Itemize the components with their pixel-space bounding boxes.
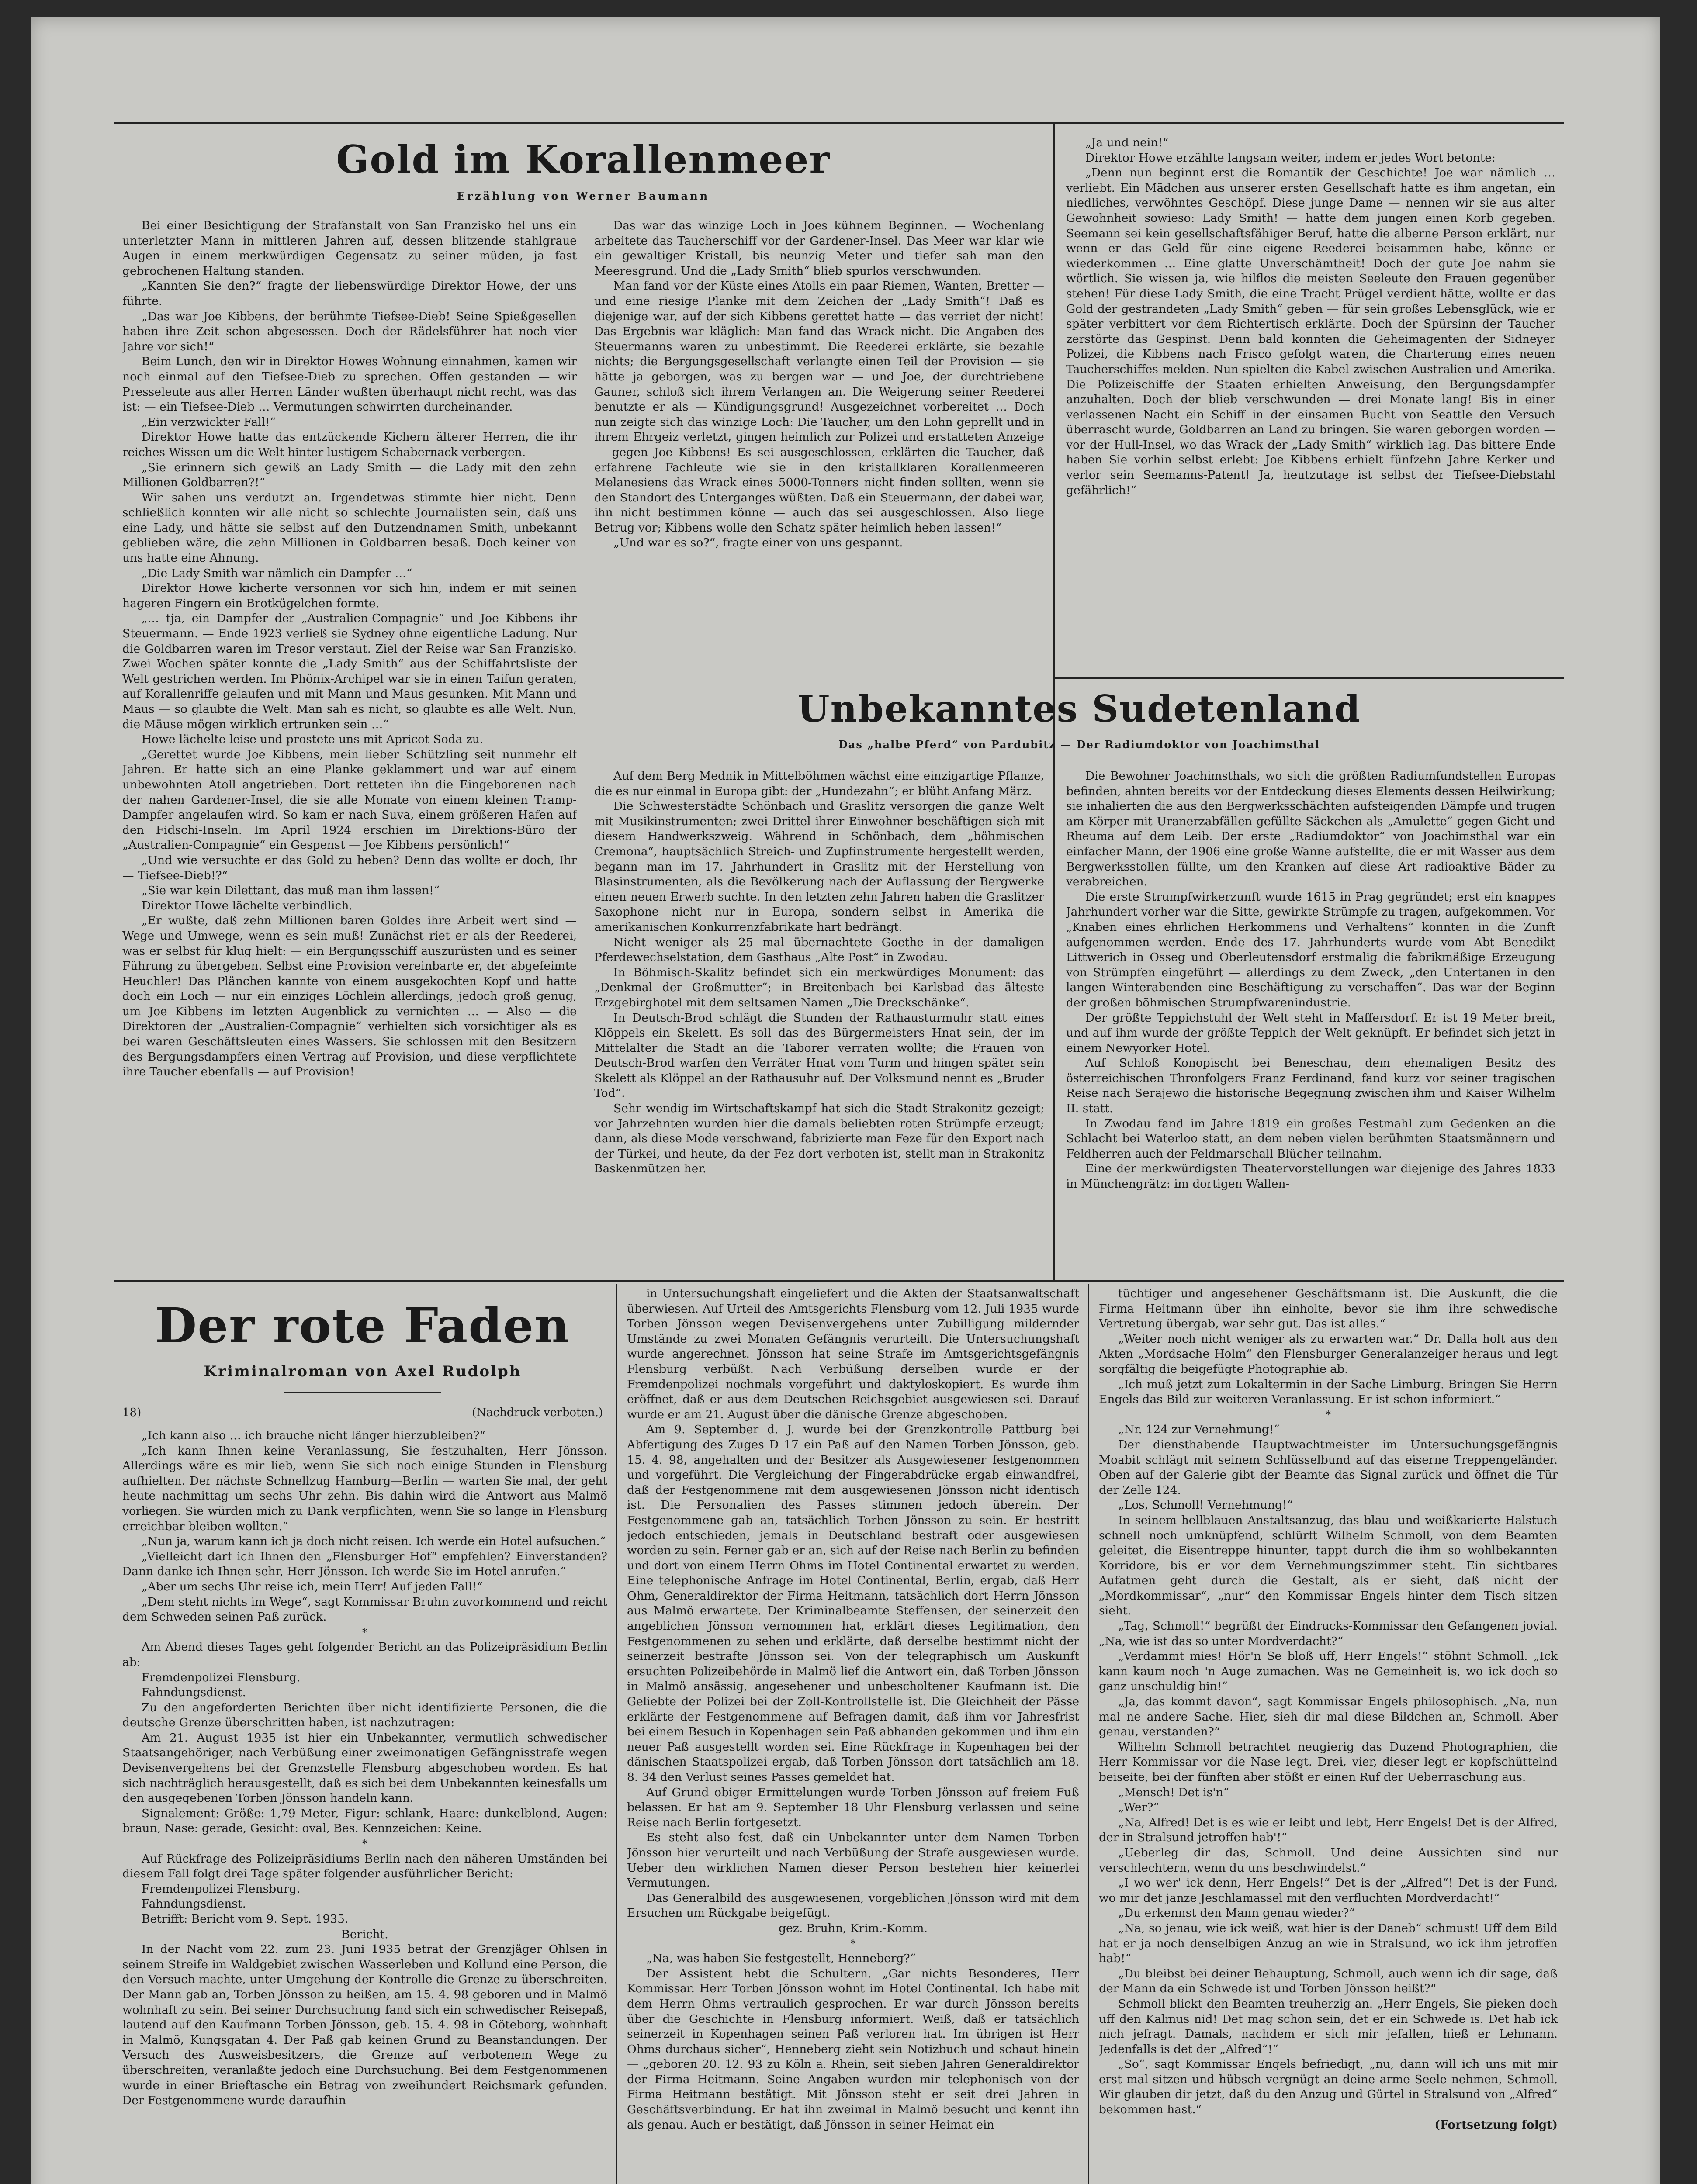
paragraph: Fremdenpolizei Flensburg. xyxy=(142,1670,301,1684)
paragraph: „Und wie versuchte er das Gold zu heben? Denn das wollte er doch, Ihr — Tiefsee-Dieb!?“ xyxy=(122,853,577,882)
paragraph: „Er wußte, daß zehn Millionen baren Goldes ihre Arbeit wert sind — Wege und Umwege, wenn es sein muß! Zunächst riet er als der Reederei, was er selbst für klug hielt: — ein Bergungsschiff auszurüsten und es seiner Führung zu übergeben. Selbst eine Provision vereinbarte er, der abgefeimte Heuchler! Das Plänchen kannte von einem ausgekochten Kopf und hatte doch ein Loch — nur ein einziges Löchlein allerdings, jedoch groß genug, um Joe Kibbens im letzten Augenblick zu vernichten … — Also — die Direktoren der „Australien-Compagnie“ verhielten sich vorsichtiger als es bei waren Geschäftsleuten eines Wassers. Sie schlossen mit den Besitzern des Bergungsdampfers einen Vertrag auf Provision, und diese verpflichtete ihre Taucher ebenfalls — auf Provision! xyxy=(122,914,577,1079)
paragraph: „Gerettet wurde Joe Kibbens, mein lieber Schützling seit nunmehr elf Jahren. Er hatte sich an eine Planke geklammert und war auf einem unbewohnten Atoll angetrieben. Dort retteten ihn die Eingeborenen nach der nahen Gardener-Insel, die sie alle Monate von einem kleinen Tramp-Dampfer angelaufen wird. So kam er nach Suva, einem größeren Hafen auf den Fidschi-Inseln. Im April 1924 erschien im Direktions-Büro der „Australien-Compagnie“ ein Gespenst — Joe Kibbens persönlich!“ xyxy=(122,747,577,852)
article-sudeten-col-2-text xyxy=(1066,769,1555,1192)
article-sudeten-col-1 xyxy=(594,769,1044,1275)
paragraph: „Ich muß jetzt zum Lokaltermin in der Sache Limburg. Bringen Sie Herrn Engels das Bild zur weiteren Veranlassung. Er ist schon informiert.“ xyxy=(1099,1377,1558,1406)
article-sudeten-col-2 xyxy=(1066,769,1555,1275)
paragraph: Fahndungsdienst. xyxy=(142,1686,246,1700)
article-faden-col-3-text xyxy=(1099,1286,1558,2132)
paragraph: In der Nacht vom 22. zum 23. Juni 1935 betrat der Grenzjäger Ohlsen in seinem Streife im Waldgebiet zwischen Wasserleben und Kollund eine Person, die den Versuch machte, unter Umgehung der Kontrolle die Grenze zu überschreiten. Der Mann gab an, Torben Jönsson zu heißen, am 15. 4. 98 geboren und in Malmö wohnhaft zu sein. Bei seiner Durchsuchung fand sich ein schwedischer Reisepaß, lautend auf den Kaufmann Torben Jönsson, geb. 15. 4. 98 in Göteborg, wohnhaft in Malmö, Kungsgatan 4. Der Paß gab keinen Grund zu Beanstandungen. Der Versuch des Ausweisbesitzers, die Grenze auf verbotenem Wege zu überschreiten, veranlaßte jedoch eine Durchsuchung. Bei dem Festgenommenen wurde in einer Brieftasche ein Betrag von zweihundert Reichsmark gefunden. Der Festgenommene wurde daraufhin xyxy=(122,1942,607,2108)
paragraph: „Vielleicht darf ich Ihnen den „Flensburger Hof“ empfehlen? Einverstanden? Dann danke ich Ihnen sehr, Herr Jönsson. Ich werde Sie im Hotel anrufen.“ xyxy=(122,1549,607,1579)
article-gold-col-2-text xyxy=(594,218,1044,551)
paragraph: „Du erkennst den Mann genau wieder?“ xyxy=(1118,1906,1355,1920)
paragraph: „Sie erinnern sich gewiß an Lady Smith — die Lady mit den zehn Millionen Goldbarren?!“ xyxy=(122,460,577,490)
paragraph: „Das war Joe Kibbens, der berühmte Tiefsee-Dieb! Seine Spießgesellen haben ihre Zeit schon abgesessen. Doch der Rädelsführer hat noch vier Jahre vor sich!“ xyxy=(122,309,577,353)
paragraph: „Na, Alfred! Det is es wie er leibt und lebt, Herr Engels! Det is der Alfred, der in Stralsund jetroffen hab'!“ xyxy=(1099,1815,1558,1845)
paragraph: In Böhmisch-Skalitz befindet sich ein merkwürdiges Monument: das „Denkmal der Großmutter“; in Breitenbach bei Karlsbad das älteste Erzgebirghotel mit dem seltsamen Namen „Die Dreckschänke“. xyxy=(594,965,1044,1009)
paragraph: Direktor Howe hatte das entzückende Kichern älterer Herren, die ihr reiches Wissen um die Welt hinter lustigem Schabernack verbergen. xyxy=(122,430,577,459)
paragraph: „Die Lady Smith war nämlich ein Dampfer …“ xyxy=(142,566,412,580)
paragraph: Howe lächelte leise und prostete uns mit Apricot-Soda zu. xyxy=(142,733,484,746)
paragraph: in Untersuchungshaft eingeliefert und die Akten der Staatsanwaltschaft überwiesen. Auf Urteil des Amtsgerichts Flensburg vom 12. Juli 1935 wurde Torben Jönsson wegen Devisenvergehens unter Zubilligung mildernder Umstände zu zwei Monaten Gefängnis verurteilt. Die Untersuchungshaft wurde angerechnet. Jönsson hat seine Strafe im Amtsgerichtsgefängnis Flensburg verbüßt. Nach Verbüßung derselben wurde er der Fremdenpolizei nochmals vorgeführt und daktyloskopiert. Es wurde ihm eröffnet, daß er aus dem Deutschen Reichsgebiet ausgewiesen sei. Darauf wurde er am 21. August über die dänische Grenze abgeschoben. xyxy=(627,1287,1079,1421)
newspaper-page xyxy=(31,17,1660,2184)
article-faden-meta xyxy=(114,1406,612,1419)
article-faden-header xyxy=(114,1297,612,1419)
article-sudeten-col-1-text xyxy=(594,769,1044,1177)
paragraph: Es steht also fest, daß ein Unbekannter unter dem Namen Torben Jönsson hier verurteilt und nach Verbüßung der Strafe ausgewiesen wurde. Ueber den wirklichen Namen dieser Person bestehen hier keinerlei Vermutungen. xyxy=(627,1831,1079,1890)
paragraph: In Zwodau fand im Jahre 1819 ein großes Festmahl zum Gedenken an die Schlacht bei Waterloo statt, an dem neben vielen berühmten Staatsmännern und Feldherren auch der Feldmarschall Blücher teilnahm. xyxy=(1066,1116,1555,1161)
article-faden-col-2 xyxy=(627,1286,1079,2184)
paragraph: * xyxy=(850,1937,856,1950)
paragraph: Nicht weniger als 25 mal übernachtete Goethe in der damaligen Pferdewechselstation, dem Gasthaus „Alte Post“ in Zwodau. xyxy=(594,935,1044,964)
paragraph: In seinem hellblauen Anstaltsanzug, das blau- und weißkarierte Halstuch schnell noch umknüpfend, schlürft Wilhelm Schmoll, von dem Beamten geleitet, die Eisentreppe hinunter, tappt durch die ihm so wohlbekannten Korridore, bis er vor dem Vernehmungszimmer steht. Ein sichtbares Aufatmen geht durch die Gestalt, als er sieht, daß nicht der „Mordkommissar“, „nur“ den Kommissar Engels hinter dem Tisch sitzen sieht. xyxy=(1099,1513,1558,1618)
paragraph: „Verdammt mies! Hör'n Se bloß uff, Herr Engels!“ stöhnt Schmoll. „Ick kann kaum noch 'n Auge zumachen. Was ne Gemeinheit is, wo ick doch so ganz unschuldig bin!“ xyxy=(1099,1649,1558,1693)
paragraph: Bei einer Besichtigung der Strafanstalt von San Franzisko fiel uns ein unterletzter Mann in mittleren Jahren auf, dessen blitzende stahlgraue Augen in einem merkwürdigen Gegensatz zu seiner müden, ja fast gebrochenen Haltung standen. xyxy=(122,219,577,278)
article-faden-col-1 xyxy=(122,1428,607,2184)
paragraph: Beim Lunch, den wir in Direktor Howes Wohnung einnahmen, kamen wir noch einmal auf den Tiefsee-Dieb zu sprechen. Offen gestanden — wir Presseleute aus aller Herren Länder wußten überhaupt nicht recht, was das ist: — ein Tiefsee-Dieb … Vermutungen schwirrten durcheinander. xyxy=(122,355,577,414)
paragraph: „Kannten Sie den?“ fragte der liebenswürdige Direktor Howe, der uns führte. xyxy=(122,279,577,308)
article-gold-col-3 xyxy=(1066,135,1555,668)
paragraph: Die erste Strumpfwirkerzunft wurde 1615 in Prag gegründet; erst ein knappes Jahrhundert vorher war die Sitte, gewirkte Strümpfe zu tragen, aufgekommen. Vor „Knaben eines ehrlichen Herkommens und Verhaltens“ konnten in die Zunft aufgenommen werden. Ende des 17. Jahrhunderts wurde vom Abt Benedikt Littwerich in Osseg und Oberleutensdorf erstmalig die fabrikmäßige Erzeugung von Strümpfen eingeführt — allerdings zu dem Zweck, „den Untertanen in den langen Winterabenden eine Beschäftigung zu verschaffen“. Das war der Beginn der großen böhmischen Strumpfwarenindustrie. xyxy=(1066,890,1555,1009)
paragraph: „Du bleibst bei deiner Behauptung, Schmoll, auch wenn ich dir sage, daß der Mann da ein Schwede ist und Torben Jönsson heißt?“ xyxy=(1099,1966,1558,1996)
paragraph: „Nun ja, warum kann ich ja doch nicht reisen. Ich werde ein Hotel aufsuchen.“ xyxy=(142,1534,606,1548)
paragraph: „Mensch! Det is'n“ xyxy=(1118,1785,1229,1799)
paragraph: Auf Schloß Konopischt bei Beneschau, dem ehemaligen Besitz des österreichischen Thronfolgers Franz Ferdinand, fand kurz vor seiner tragischen Reise nach Serajewo die historische Begegnung zwischen ihm und Kaiser Wilhelm II. statt. xyxy=(1066,1056,1555,1116)
paragraph: „Tag, Schmoll!“ begrüßt der Eindrucks-Kommissar den Gefangenen jovial. „Na, wie ist das so unter Mordverdacht?“ xyxy=(1099,1619,1558,1648)
paragraph: Man fand vor der Küste eines Atolls ein paar Riemen, Wanten, Bretter — und eine riesige Planke mit dem Zeichen der „Lady Smith“! Daß es diejenige war, auf der sich Kibbens gerettet hatte — das verriet der nicht! Das Ergebnis war kläglich: Man fand das Wrack nicht. Die Angaben des Steuermanns waren zu unbestimmt. Die Reederei erklärte, sie bezahle nichts; die Bergungsgesellschaft verlangte einen Teil der Provision — sie hätte ja geborgen, was zu bergen war — und Joe, der durchtriebene Gauner, schloß sich ihrem Verlangen an. Die Weigerung seiner Reederei benutzte er als — Kündigungsgrund! Ausgezeichnet vorbereitet … Doch nun zeigte sich das winzige Loch: Die Taucher, um den Lohn geprellt und in ihrem Ehrgeiz verletzt, gingen heimlich zur Polizei und erstatteten Anzeige — gegen Joe Kibbens! Es sei ausgeschlossen, erklärten die Taucher, daß erfahrene Fachleute wie sie in den kristallklaren Korallenmeeren Melanesiens das Wrack eines 5000-Tonners nicht finden sollten, wenn sie den Standort des Unterganges wüßten. Daß ein Steuermann, der dabei war, ihn nicht bestimmen könne — auch das sei ausgeschlossen. Also liege Betrug vor; Kibbens wolle den Schatz später heimlich heben lassen!“ xyxy=(594,279,1044,535)
paragraph: gez. Bruhn, Krim.-Komm. xyxy=(779,1921,928,1935)
paragraph: Wir sahen uns verdutzt an. Irgendetwas stimmte hier nicht. Denn schließlich konnten wir alle nicht so schlechte Journalisten sein, daß uns eine Lady, und hätte sie selbst auf den Dutzendnamen Smith, unbekannt geblieben wäre, die zehn Millionen in Goldbarren besaß. Doch keiner von uns hatte eine Ahnung. xyxy=(122,491,577,565)
paragraph: Auf Grund obiger Ermittelungen wurde Torben Jönsson auf freiem Fuß belassen. Er hat am 9. September 18 Uhr Flensburg verlassen und seine Reise nach Berlin fortgesetzt. xyxy=(627,1785,1079,1829)
paragraph: „Aber um sechs Uhr reise ich, mein Herr! Auf jeden Fall!“ xyxy=(142,1579,483,1593)
paragraph: Direktor Howe lächelte verbindlich. xyxy=(142,898,353,912)
paragraph: Eine der merkwürdigsten Theatervorstellungen war diejenige des Jahres 1833 in Münchengrätz: im dortigen Wallen- xyxy=(1066,1162,1555,1191)
paragraph: Direktor Howe erzählte langsam weiter, indem er jedes Wort betonte: xyxy=(1085,151,1496,165)
article-gold-col-1-text xyxy=(122,218,577,1080)
paragraph: * xyxy=(362,1838,367,1850)
top-rule xyxy=(114,122,1564,124)
paragraph: „… tja, ein Dampfer der „Australien-Compagnie“ und Joe Kibbens ihr Steuermann. — Ende 1923 verließ sie Sydney ohne eigentliche Ladung. Nur die Goldbarren waren im Tresor verstaut. Ziel der Reise war San Franzisko. Zwei Wochen später konnte die „Lady Smith“ aus der Schiffahrtsliste der Welt gestrichen werden. Im Phönix-Archipel war sie in einen Taifun geraten, auf Korallenriffe gelaufen und mit Mann und Maus gesunken. Mit Mann und Maus — so glaubte die Welt. Man sah es nicht, so glaubte es alle Welt. Nun, die Mäuse mögen wirklich ertrunken sein …“ xyxy=(122,612,577,731)
paragraph: Signalement: Größe: 1,79 Meter, Figur: schlank, Haare: dunkelblond, Augen: braun, Nase: gerade, Gesicht: oval, Bes. Kennzeichen: Keine. xyxy=(122,1806,607,1835)
paragraph: „Ueberleg dir das, Schmoll. Und deine Aussichten sind nur verschlechtern, wenn du uns beschwindelst.“ xyxy=(1099,1845,1558,1875)
article-faden-col-1-text xyxy=(122,1428,607,2108)
paragraph: Bericht. xyxy=(341,1927,388,1941)
article-gold-col-1 xyxy=(122,218,577,1275)
article-faden-col-3 xyxy=(1099,1286,1558,2184)
paragraph: „Sie war kein Dilettant, das muß man ihm lassen!“ xyxy=(142,884,440,898)
article-gold-title: Gold im Korallenmeer xyxy=(336,137,831,182)
paragraph: „I wo wer' ick denn, Herr Engels!“ Det is der „Alfred“! Det is der Fund, wo mir det janze Jeschlamassel mit den verfluchten Mordverdacht!“ xyxy=(1099,1876,1558,1905)
article-separator-rule xyxy=(1053,677,1564,679)
paragraph: Sehr wendig im Wirtschaftskampf hat sich die Stadt Strakonitz gezeigt; vor Jahrzehnten wurden hier die damals beliebten roten Strümpfe erzeugt; dann, als diese Mode verschwand, fabrizierte man Feze für den Export nach der Türkei, und heute, da der Fez dort verboten ist, stellt man in Strakonitz Baskenmützen her. xyxy=(594,1102,1044,1176)
paragraph: „Ja, das kommt davon“, sagt Kommissar Engels philosophisch. „Na, nun mal ne andere Sache. Hier, sieh dir mal diese Bildchen an, Schmoll. Aber genau, verstanden?“ xyxy=(1099,1695,1558,1739)
paragraph: tüchtiger und angesehener Geschäftsmann ist. Die Auskunft, die die Firma Heitmann über ihn einholte, bevor sie ihm ihre schwedische Vertretung übergab, war sehr gut. Das ist alles.“ xyxy=(1099,1287,1558,1331)
paragraph: In Deutsch-Brod schlägt die Stunden der Rathausturmuhr statt eines Klöppels ein Skelett. Es soll das des Bürgermeisters Hnat sein, der im Mittelalter die Stadt an die Taborer verraten wollte; die Frauen von Deutsch-Brod warfen den Verräter Hnat vom Turm und hingen später sein Skelett als Klöppel an der Rathausuhr auf. Der Volksmund nennt es „Bruder Tod“. xyxy=(594,1011,1044,1100)
paragraph: „Weiter noch nicht weniger als zu erwarten war.“ Dr. Dalla holt aus den Akten „Mordsache Holm“ den Flensburger Generalanzeiger heraus und legt sorgfältig die beigefügte Photographie ab. xyxy=(1099,1332,1558,1376)
paragraph: Das war das winzige Loch in Joes kühnem Beginnen. — Wochenlang arbeitete das Taucherschiff vor der Gardener-Insel. Das Meer war klar wie ein gewaltiger Kristall, bis neunzig Meter und tiefer sah man den Meeresgrund. Und die „Lady Smith“ blieb spurlos verschwunden. xyxy=(594,219,1044,278)
paragraph: „Ich kann also … ich brauche nicht länger hierzubleiben?“ xyxy=(142,1429,486,1442)
paragraph: „Ich kann Ihnen keine Veranlassung, Sie festzuhalten, Herr Jönsson. Allerdings wäre es mir lieb, wenn Sie sich noch einige Stunden in Flensburg aufhielten. Der nächste Schnellzug Hamburg—Berlin — warten Sie mal, der geht heute nachmittag um sechs Uhr zehn. Bis dahin wird die Antwort aus Malmö vorliegen. Sie würden mich zu Dank verpflichten, wenn Sie so lange in Flensburg erreichbar bleiben wollten.“ xyxy=(122,1444,607,1533)
paragraph: „Na, so jenau, wie ick weiß, wat hier is der Daneb“ schmust! Uff dem Bild hat er ja noch denselbigen Anzug an wie in Stralsund, wo ick ihm jetroffen hab!“ xyxy=(1099,1921,1558,1966)
paragraph: „Wer?“ xyxy=(1118,1800,1159,1814)
paragraph: „Ja und nein!“ xyxy=(1085,136,1169,149)
article-faden-title: Der rote Faden xyxy=(155,1297,571,1354)
article-faden-byline: Kriminalroman von Axel Rudolph xyxy=(204,1363,522,1380)
paragraph: „Dem steht nichts im Wege“, sagt Kommissar Bruhn zuvorkommend und reicht dem Schweden seinen Paß zurück. xyxy=(122,1595,607,1624)
article-sudeten-header xyxy=(594,686,1564,751)
article-faden-divider xyxy=(284,1392,441,1393)
paragraph: Fahndungsdienst. xyxy=(142,1897,246,1911)
paragraph: Am 9. September d. J. wurde bei der Grenzkontrolle Pattburg bei Abfertigung des Zuges D 17 ein Paß auf den Namen Torben Jönsson, geb. 15. 4. 98, angehalten und der Besitzer als Ausgewiesener festgenommen und vorgeführt. Die Vergleichung der Fingerabdrücke ergab einwandfrei, daß der Festgenommene mit dem ausgewiesenen Jönsson nicht identisch ist. Die Personalien des Passes stimmen jedoch überein. Der Festgenommene gab an, tatsächlich Torben Jönsson zu sein. Er bestritt jedoch entschieden, jemals in Deutschland bestraft oder ausgewiesen worden zu sein. Ferner gab er an, sich auf der Reise nach Berlin zu befinden und dort von einem Herrn Ohms im Hotel Continental erwartet zu werden. Eine telephonische Anfrage im Hotel Continental, Berlin, ergab, daß Herr Ohm, Generaldirektor der Firma Heitmann, tatsächlich dort Herrn Jönsson aus Malmö erwartete. Der Kriminalbeamte Steffensen, der seinerzeit den angeblichen Jönsson vernommen hat, erklärt dieses Legitimation, den Festgenommenen zu sehen und erklärte, daß derselbe bestimmt nicht der seinerzeit bestrafte Jönsson sei. Von der telegraphisch um Auskunft ersuchten Polizeibehörde in Malmö lief die Antwort ein, daß Torben Jönsson in Malmö ansässig, angesehener und unbescholtener Kaufmann ist. Die Geliebte der Polizei bei der Zoll-Kontrollstelle ist. Die Gleichheit der Pässe erklärte der Festgenommene auf Befragen damit, daß ihm vor Jahresfrist bei einem Besuch in Kopenhagen sein Paß abhanden gekommen und ihm ein neuer Paß ausgestellt worden sei. Eine Rückfrage in Kopenhagen bei der dänischen Staatspolizei ergab, daß Torben Jönsson dort tatsächlich am 18. 8. 34 den Verlust seines Passes gemeldet hat. xyxy=(627,1423,1079,1784)
paragraph: Wilhelm Schmoll betrachtet neugierig das Duzend Photographien, die Herr Kommissar vor die Nase legt. Drei, vier, dieser legt er kopfschüttelnd beiseite, bei der fünften aber stößt er einen Ruf der Ueberraschung aus. xyxy=(1099,1740,1558,1784)
paragraph: „Nr. 124 zur Vernehmung!“ xyxy=(1118,1423,1280,1437)
article-sudeten-byline: Das „halbe Pferd“ von Pardubitz — Der Radiumdoktor von Joachimsthal xyxy=(838,738,1320,751)
article-faden-chapter: 18) xyxy=(122,1406,142,1419)
column-rule-lower-1 xyxy=(616,1284,617,2184)
paragraph: „Und war es so?“, fragte einer von uns gespannt. xyxy=(613,536,903,550)
article-gold-col-3-text xyxy=(1066,135,1555,498)
paragraph: „Denn nun beginnt erst die Romantik der Geschichte! Joe war nämlich … verliebt. Ein Mädchen aus unserer ersten Gesellschaft hatte es ihm angetan, ein niedliches, verwöhntes Geschöpf. Diese junge Dame — nennen wir sie aus alter Gewohnheit sowieso: Lady Smith! — hatte dem jungen einen Korb gegeben. Seemann sei kein gesellschaftsfähiger Beruf, hatte die alberne Person erklärt, nur wenn er das Geld für eine eigene Reederei beisammen habe, könne er wiederkommen … Eine glatte Unverschämtheit! Doch der gute Joe nahm sie wörtlich. Sie wissen ja, wie hilflos die meisten Seeleute den Frauen gegenüber stehen! Für diese Lady Smith, die eine Tracht Prügel verdient hätte, wollte er das Gold der gestrandeten „Lady Smith“ geben — für sein großes Lebensglück, wie er später verbittert vor dem Richtertisch erklärte. Doch der Spürsinn der Taucher zerstörte das Gespinst. Denn bald konnten die Geheimagenten der Sidneyer Polizei, die Kibbens nach Frisco gefolgt waren, die Charterung eines neuen Taucherschiffes melden. Nun spielten die Kabel zwischen Australien und Amerika. Die Polizeischiffe der Staaten erhielten Anweisung, den Bergungsdampfer anzuhalten. Doch der blieb verschwunden — drei Monate lang! Bis in einer verlassenen Nacht ein Schiff in der einsamen Bucht von Seattle den Versuch überrascht wurde, Goldbarren an Land zu bringen. Sie waren geborgen worden — vor der Hull-Insel, wo das Wrack der „Lady Smith“ wirklich lag. Das bittere Ende haben Sie vorhin selbst erlebt: Joe Kibbens erhielt fünfzehn Jahre Kerker und verlor sein Seemanns-Patent! Ja, heutzutage ist selbst der Tiefsee-Diebstahl gefährlich!“ xyxy=(1066,166,1555,497)
article-gold-col-2 xyxy=(594,218,1044,646)
paragraph: Zu den angeforderten Berichten über nicht identifizierte Personen, die die deutsche Grenze überschritten haben, ist nachzutragen: xyxy=(122,1700,607,1730)
paragraph: „Na, was haben Sie festgestellt, Henneberg?“ xyxy=(646,1952,916,1966)
paragraph: Die Bewohner Joachimsthals, wo sich die größten Radiumfundstellen Europas befinden, ahnten bereits vor der Entdeckung dieses Elements dessen Heilwirkung; sie inhalierten die aus den Bergwerksschächten aufsteigenden Dämpfe und trugen am Körper mit Uranerzabfällen gefüllte Säckchen als „Amulette“ gegen Gicht und Rheuma auf dem Leib. Der erste „Radiumdoktor“ von Joachimsthal war ein einfacher Mann, der 1906 eine große Wanne aufstellte, die er mit Wasser aus dem Bergwerksstollen füllte, um den Kranken auf diese Art radioaktive Bäder zu verabreichen. xyxy=(1066,769,1555,889)
paragraph: Der größte Teppichstuhl der Welt steht in Maffersdorf. Er ist 19 Meter breit, und auf ihm wurde der größte Teppich der Welt geknüpft. Er befindet sich jetzt in einem Newyorker Hotel. xyxy=(1066,1011,1555,1055)
paragraph: (Fortsetzung folgt) xyxy=(1434,2118,1558,2132)
paragraph: „So“, sagt Kommissar Engels befriedigt, „nu, dann will ich uns mit mir erst mal sitzen und hübsch vergnügt an deine arme Seele nehmen, Schmoll. Wir glauben dir jetzt, daß du den Anzug und Gürtel in Stralsund von „Alfred“ bekommen hast.“ xyxy=(1099,2057,1558,2117)
paragraph: Der diensthabende Hauptwachtmeister im Untersuchungsgefängnis Moabit schlägt mit seinem Schlüsselbund auf das eiserne Treppengeländer. Oben auf der Galerie gibt der Beamte das Signal zurück und öffnet die Tür der Zelle 124. xyxy=(1099,1438,1558,1497)
column-rule-lower-2 xyxy=(1088,1284,1089,2184)
paragraph: Die Schwesterstädte Schönbach und Graslitz versorgen die ganze Welt mit Musikinstrumenten; zwei Drittel ihrer Einwohner beschäftigen sich mit diesem Handwerkszweig. Während in Schönbach, dem „böhmischen Cremona“, hauptsächlich Streich- und Zupfinstrumente hergestellt werden, begann man im 17. Jahrhundert in Graslitz mit der Herstellung von Blasinstrumenten, als die Bevölkerung nach der Auflassung der Bergwerke einen neuen Erwerb suchte. In den letzten zehn Jahren haben die Graslitzer Saxophone nicht nur in Europa, sondern selbst in Amerika die amerikanischen Konkurrenzfabrikate hart bedrängt. xyxy=(594,799,1044,934)
article-faden-note: (Nachdruck verboten.) xyxy=(472,1406,603,1419)
article-faden-col-2-text xyxy=(627,1286,1079,2132)
paragraph: Am 21. August 1935 ist hier ein Unbekannter, vermutlich schwedischer Staatsangehöriger, nach Verbüßung einer zweimonatigen Gefängnisstrafe wegen Devisenvergehens bei der Grenzstelle Flensburg abgeschoben worden. Es hat sich nachträglich herausgestellt, daß es sich bei dem Unbekannten keinesfalls um den ausgegebenen Torben Jönsson handeln kann. xyxy=(122,1731,607,1805)
paragraph: Direktor Howe kicherte versonnen vor sich hin, indem er mit seinen hageren Fingern ein Brotkügelchen formte. xyxy=(122,581,577,610)
paragraph: „Ein verzwickter Fall!“ xyxy=(142,415,276,429)
paragraph: Der Assistent hebt die Schultern. „Gar nichts Besonderes, Herr Kommissar. Herr Torben Jönsson wohnt im Hotel Continental. Ich habe mit dem Herrn Ohms vertraulich gesprochen. Er war durch Jönsson bereits über die Geschichte in Flensburg informiert. Weiß, daß er tatsächlich seinerzeit in Kopenhagen seinen Paß verloren hat. Im übrigen ist Herr Ohms durchaus sicher“, Henneberg zieht sein Notizbuch und schaut hinein — „geboren 20. 12. 93 zu Köln a. Rhein, seit sieben Jahren Generaldirektor der Firma Heitmann. Seine Angaben wurden mir telephonisch von der Firma Heitmann bestätigt. Mit Jönsson steht er seit drei Jahren in Geschäftsverbindung. Er hat ihn zweimal in Malmö besucht und kennt ihn als genau. Auch er bestätigt, daß Jönsson in seiner Heimat ein xyxy=(627,1966,1079,2132)
paragraph: Auf dem Berg Mednik in Mittelböhmen wächst eine einzigartige Pflanze, die es nur einmal in Europa gibt: der „Hundezahn“; er blüht Anfang März. xyxy=(594,769,1044,798)
paragraph: Schmoll blickt den Beamten treuherzig an. „Herr Engels, Sie pieken doch uff den Kalmus nid! Det mag schon sein, det er ein Schwede is. Det hab ick nich jefragt. Damals, nachdem er sich mir jefallen, hieß er Lehmann. Jedenfalls is det der „Alfred“!“ xyxy=(1099,1997,1558,2056)
article-sudeten-title: Unbekanntes Sudetenland xyxy=(797,687,1361,730)
page-frame xyxy=(114,122,1564,2184)
paragraph: Am Abend dieses Tages geht folgender Bericht an das Polizeipräsidium Berlin ab: xyxy=(122,1640,607,1669)
paragraph: Auf Rückfrage des Polizeipräsidiums Berlin nach den näheren Umständen bei diesem Fall folgt drei Tage später folgender ausführlicher Bericht: xyxy=(122,1852,607,1881)
paragraph: * xyxy=(362,1626,367,1638)
paragraph: Fremdenpolizei Flensburg. xyxy=(142,1882,301,1896)
middle-rule xyxy=(114,1280,1564,1282)
article-gold-header xyxy=(114,135,1053,202)
paragraph: Das Generalbild des ausgewiesenen, vorgeblichen Jönsson wird mit dem Ersuchen um Rückgabe beigefügt. xyxy=(627,1891,1079,1920)
article-gold-byline: Erzählung von Werner Baumann xyxy=(457,190,710,202)
paragraph: „Los, Schmoll! Vernehmung!“ xyxy=(1118,1498,1293,1512)
paragraph: * xyxy=(1326,1408,1331,1421)
paragraph: Betrifft: Bericht vom 9. Sept. 1935. xyxy=(142,1912,349,1926)
